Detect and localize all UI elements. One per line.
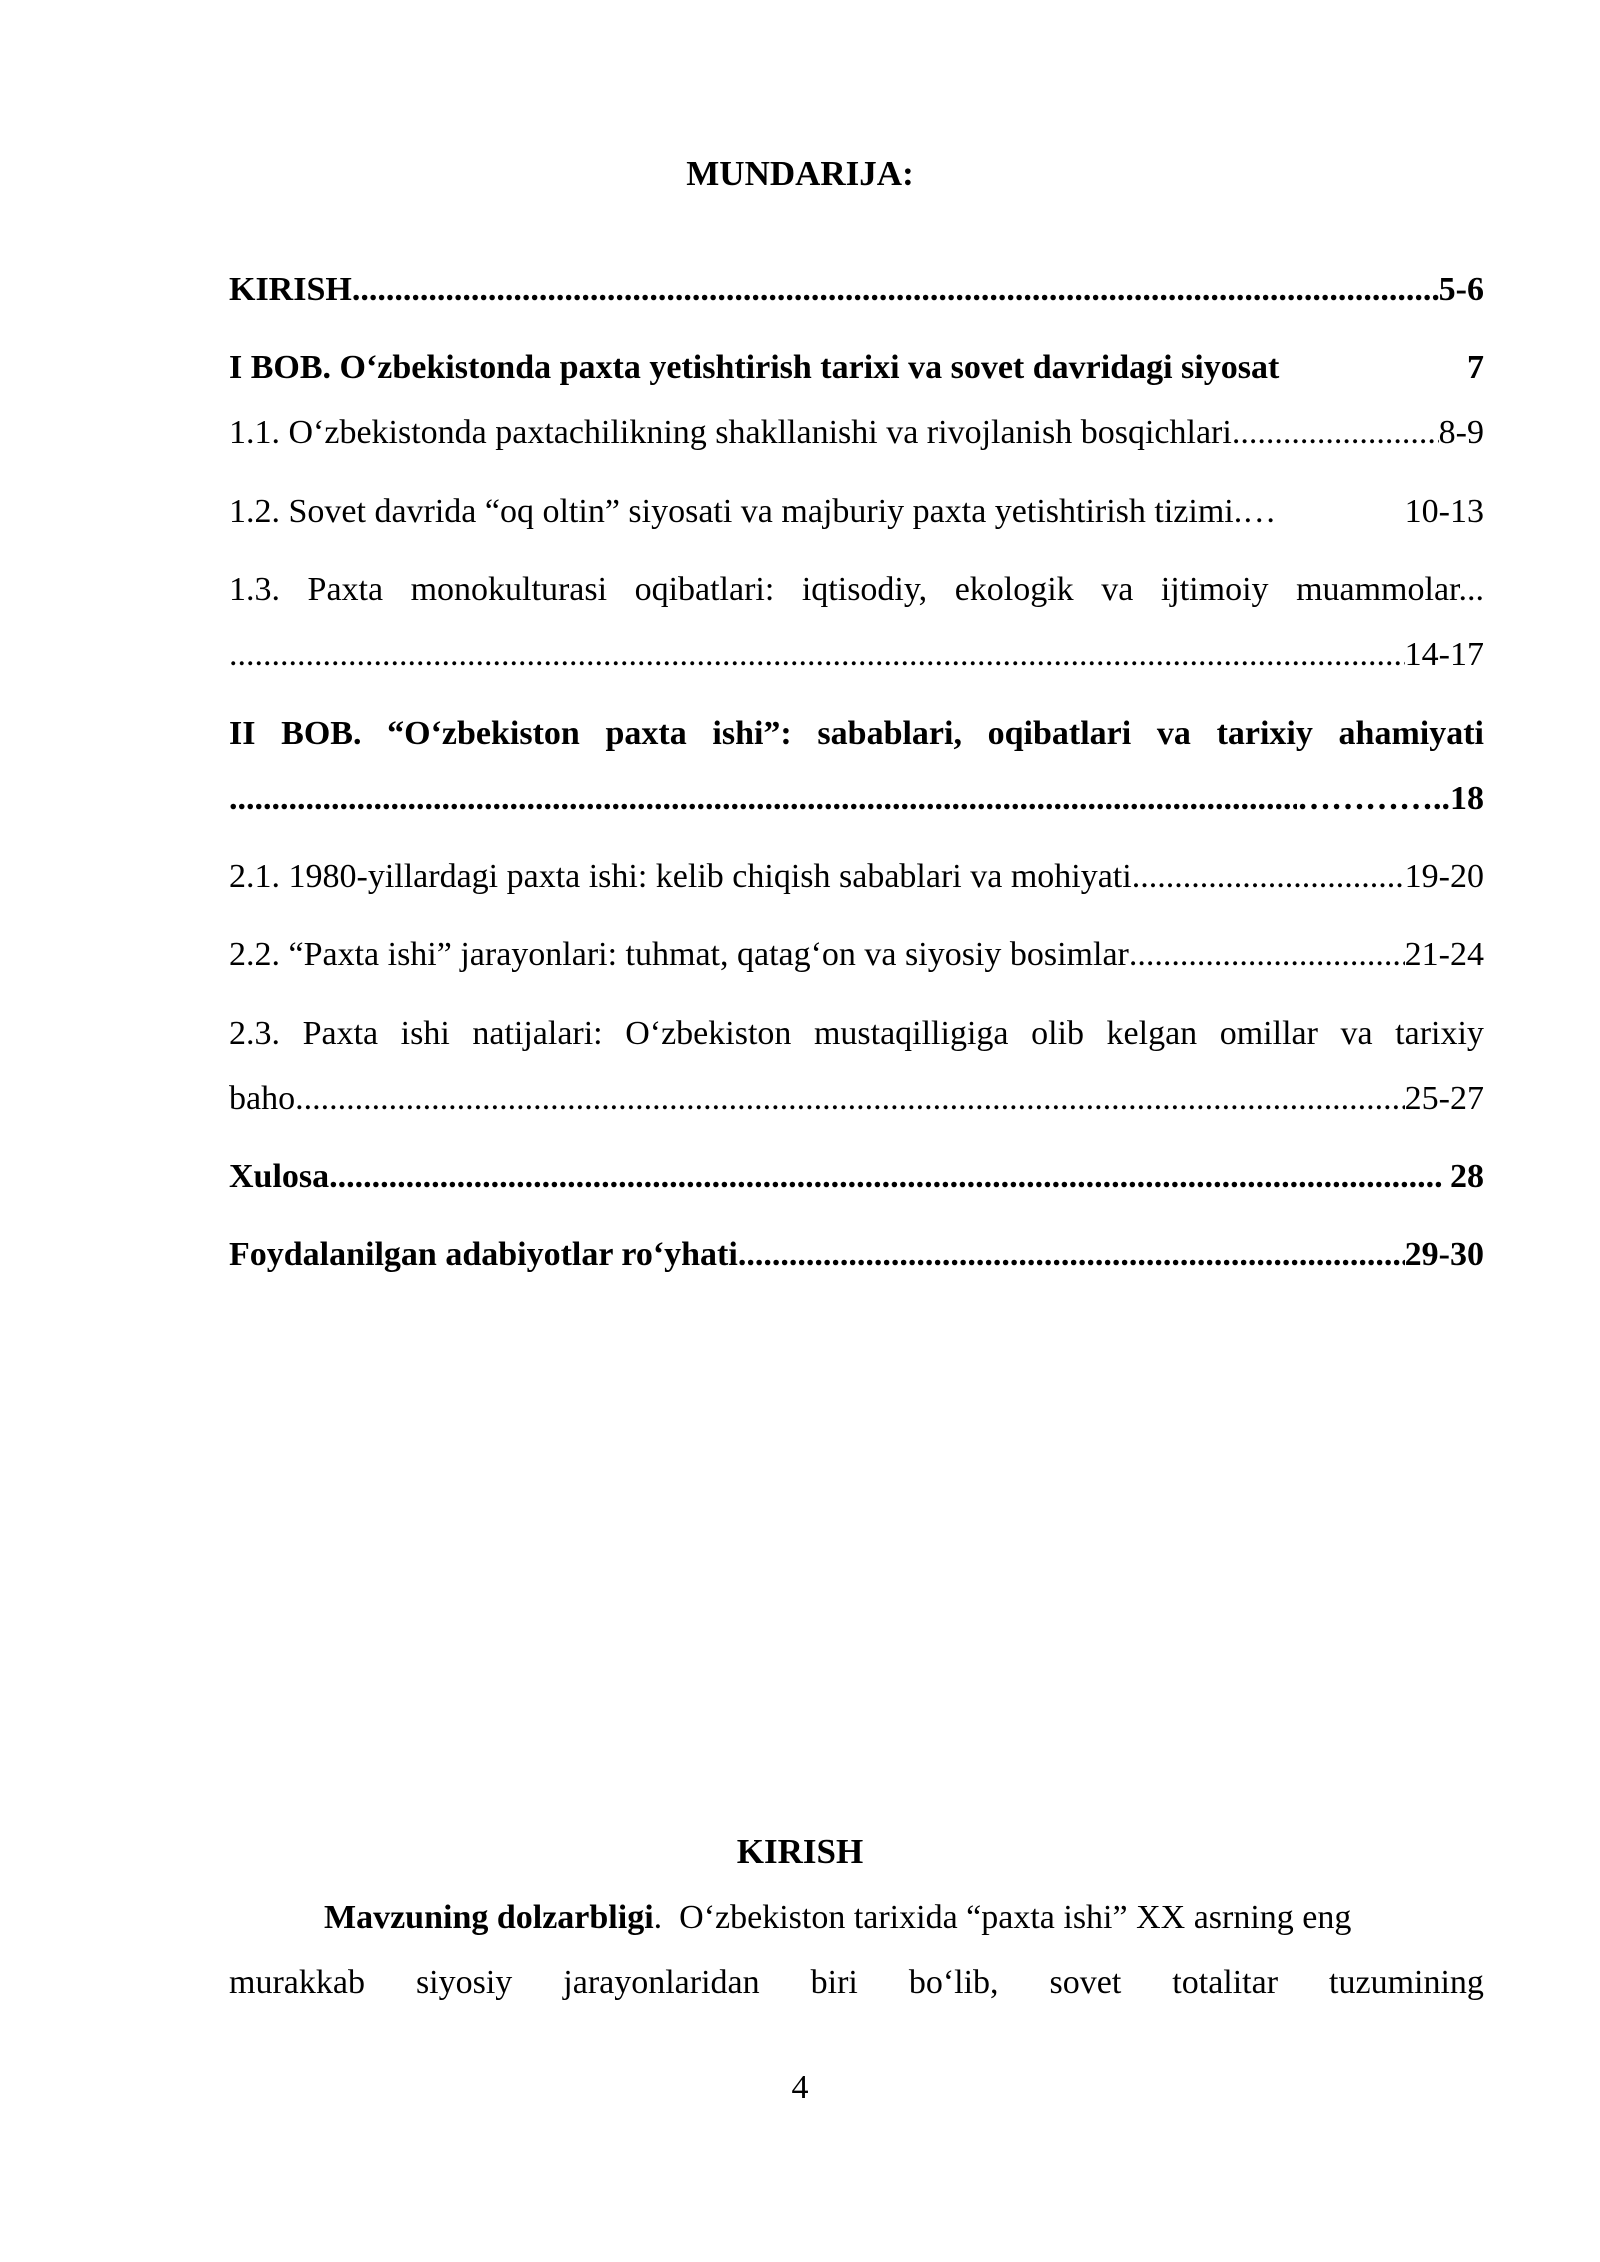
intro-lead-text: . O‘zbekiston tarixida “paxta ishi” XX asrning eng	[653, 1899, 1352, 1936]
toc-entry-1-1	[229, 409, 1484, 457]
toc-entry-2-3-line2	[229, 1075, 1484, 1123]
intro-paragraph-line1	[229, 1894, 1484, 1942]
word: tarixiy	[1395, 1015, 1484, 1052]
toc-entry-chapter-1	[229, 344, 1484, 392]
word: omillar	[1219, 1015, 1318, 1052]
word: muammolar...	[1296, 571, 1484, 608]
toc-page: 29-30	[1404, 1236, 1484, 1273]
word: biri	[810, 1964, 858, 2001]
word: ishi	[400, 1015, 450, 1052]
toc-entry-xulosa	[229, 1153, 1484, 1201]
toc-leader	[229, 631, 1405, 679]
toc-entry-label: I BOB. O‘zbekistonda paxta yetishtirish tarixi va sovet davridagi siyosat	[229, 349, 1280, 386]
word: sabablari,	[817, 715, 962, 752]
toc-leader	[1132, 853, 1405, 901]
toc-entry-2-3-line1	[229, 1010, 1484, 1058]
word: II	[229, 715, 256, 752]
word: ahamiyati	[1338, 715, 1484, 752]
toc-page: 7	[1467, 349, 1484, 386]
toc-entry-label: baho	[229, 1080, 296, 1117]
toc-leader	[352, 266, 1439, 314]
toc-entry-2-2	[229, 931, 1484, 979]
toc-entry-1-3-line2	[229, 631, 1484, 679]
word: murakkab	[229, 1964, 365, 2001]
toc-leader	[229, 775, 1297, 823]
toc-entry-1-3-line1	[229, 566, 1484, 614]
page-number: 4	[791, 2069, 809, 2106]
word: Paxta	[302, 1015, 379, 1052]
toc-page: …………..18	[1297, 780, 1484, 817]
intro-lead-bold: Mavzuning dolzarbligi	[324, 1899, 654, 1936]
toc-leader	[329, 1153, 1441, 1201]
toc-leader	[295, 1075, 1405, 1123]
toc-entry-chapter-2-line1	[229, 710, 1484, 758]
toc-entry-label: 1.1. O‘zbekistonda paxtachilikning shakllanishi va rivojlanish bosqichlari	[229, 414, 1232, 451]
toc-leader	[738, 1231, 1405, 1279]
toc-leader	[1129, 931, 1405, 979]
toc-page: 10-13	[1404, 493, 1484, 530]
word: paxta	[605, 715, 687, 752]
word: ijtimoiy	[1160, 571, 1269, 608]
word: va	[1156, 715, 1191, 752]
word: bo‘lib,	[908, 1964, 999, 2001]
word: monokulturasi	[410, 571, 608, 608]
word: olib	[1031, 1015, 1084, 1052]
word: Paxta	[307, 571, 384, 608]
toc-entry-references	[229, 1231, 1484, 1279]
word: 1.3.	[229, 571, 280, 608]
toc-page: 14-17	[1404, 636, 1484, 673]
word: natijalari:	[472, 1015, 603, 1052]
word: BOB.	[281, 715, 362, 752]
word: oqibatlari	[987, 715, 1132, 752]
word: mustaqilligiga	[813, 1015, 1009, 1052]
section-heading: KIRISH	[736, 1832, 864, 1871]
word: va	[1101, 571, 1134, 608]
toc-page: 5-6	[1438, 271, 1484, 308]
word: ekologik	[954, 571, 1074, 608]
toc-page: 28	[1441, 1158, 1484, 1195]
word: ishi”:	[712, 715, 792, 752]
toc-entry-chapter-2-line2	[229, 775, 1484, 823]
word: 2.3.	[229, 1015, 280, 1052]
toc-entry-label: 2.1. 1980-yillardagi paxta ishi: kelib chiqish sabablari va mohiyati	[229, 858, 1132, 895]
word: oqibatlari:	[634, 571, 775, 608]
toc-page: 21-24	[1404, 936, 1484, 973]
word: iqtisodiy,	[801, 571, 928, 608]
toc-entry-kirish	[229, 266, 1484, 314]
toc-title: MUNDARIJA:	[686, 154, 914, 193]
toc-entry-label: Xulosa	[229, 1158, 330, 1195]
word: O‘zbekiston	[625, 1015, 792, 1052]
intro-paragraph-line2	[229, 1959, 1484, 2007]
word: totalitar	[1172, 1964, 1279, 2001]
word: siyosiy	[415, 1964, 513, 2001]
word: tuzumining	[1329, 1964, 1484, 2001]
word: tarixiy	[1216, 715, 1313, 752]
toc-page: 19-20	[1404, 858, 1484, 895]
toc-entry-label: Foydalanilgan adabiyotlar ro‘yhati	[229, 1236, 738, 1273]
word: jarayonlaridan	[563, 1964, 760, 2001]
word: kelgan	[1106, 1015, 1198, 1052]
word: va	[1340, 1015, 1373, 1052]
toc-page: 8-9	[1438, 414, 1484, 451]
toc-leader	[1232, 409, 1439, 457]
word: sovet	[1049, 1964, 1122, 2001]
toc-entry-2-1	[229, 853, 1484, 901]
toc-entry-label: 1.2. Sovet davrida “oq oltin” siyosati va majburiy paxta yetishtirish tizimi.…	[229, 493, 1277, 530]
toc-entry-1-2	[229, 488, 1484, 536]
toc-page: 25-27	[1404, 1080, 1484, 1117]
toc-entry-label: KIRISH	[229, 271, 352, 308]
word: “O‘zbekiston	[387, 715, 580, 752]
toc-entry-label: 2.2. “Paxta ishi” jarayonlari: tuhmat, qatag‘on va siyosiy bosimlar	[229, 936, 1129, 973]
